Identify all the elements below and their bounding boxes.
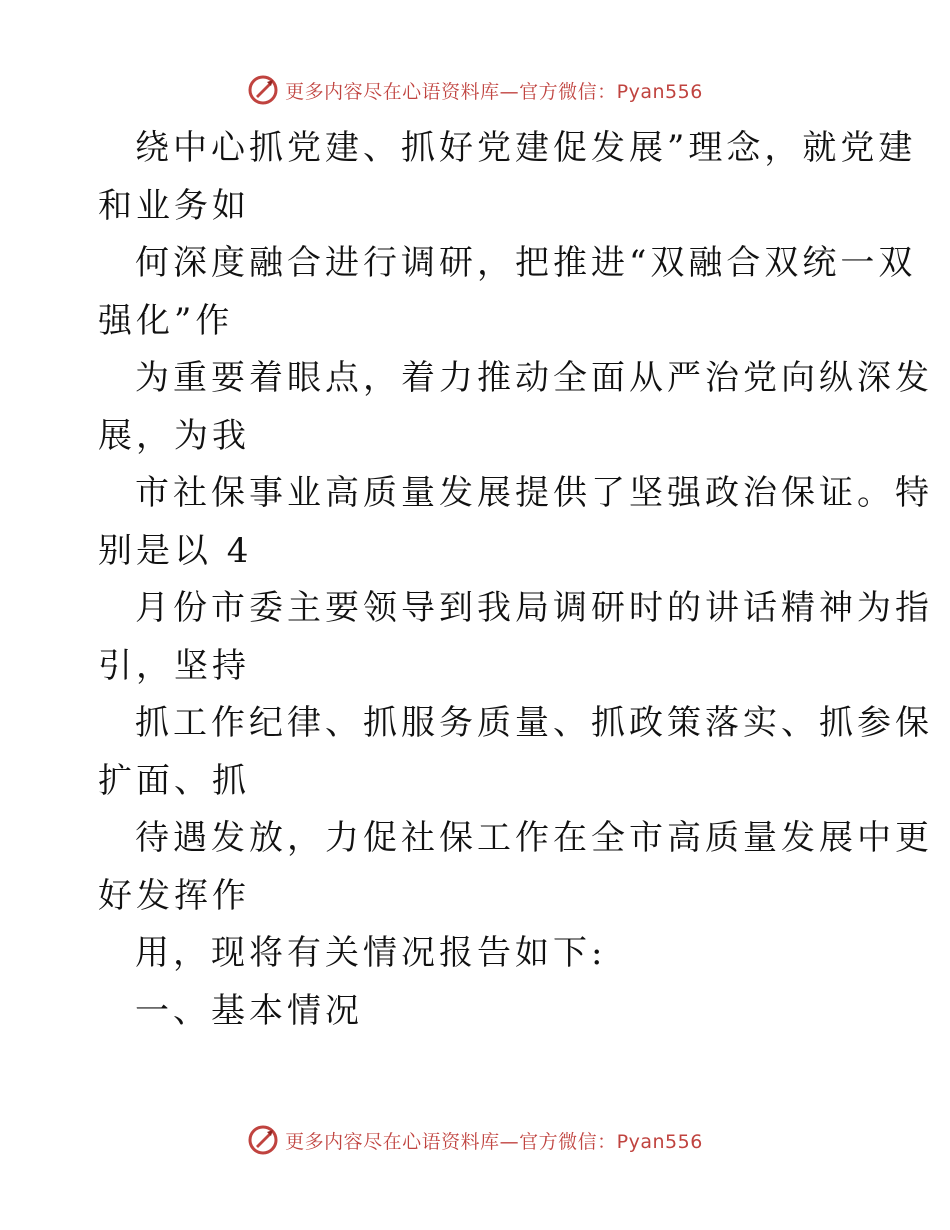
document-body <box>98 120 933 1040</box>
paragraph-line: 绕中心抓党建、抓好党建促发展”理念，就党建 <box>135 128 917 168</box>
paragraph <box>98 695 933 810</box>
paragraph-line: 用，现将有关情况报告如下: <box>135 933 607 973</box>
paragraph-line: 引，坚持 <box>98 645 250 686</box>
paragraph-line: 待遇发放，力促社保工作在全市高质量发展中更 <box>135 818 933 858</box>
paragraph-line: 别是以 4 <box>98 530 253 571</box>
header-watermark <box>0 70 950 110</box>
paragraph-line: 月份市委主要领导到我局调研时的讲话精神为指 <box>135 588 933 628</box>
paragraph-line: 为重要着眼点，着力推动全面从严治党向纵深发 <box>135 358 933 398</box>
paragraph-line: 展，为我 <box>98 415 250 456</box>
paragraph-line: 何深度融合进行调研，把推进“双融合双统一双 <box>135 243 917 283</box>
paragraph-line: 扩面、抓 <box>98 760 250 801</box>
watermark-text: 更多内容尽在心语资料库—官方微信：Pyan556 <box>285 80 703 103</box>
paragraph <box>98 350 933 465</box>
paragraph-line: 强化”作 <box>98 300 234 341</box>
watermark-text: 更多内容尽在心语资料库—官方微信：Pyan556 <box>285 1130 703 1153</box>
section-heading-text: 一、基本情况 <box>135 990 363 1031</box>
paragraph-line: 好发挥作 <box>98 875 250 916</box>
quill-logo-icon <box>247 1124 279 1156</box>
paragraph-line: 市社保事业高质量发展提供了坚强政治保证。特 <box>135 473 933 513</box>
paragraph <box>98 580 933 695</box>
paragraph-line: 抓工作纪律、抓服务质量、抓政策落实、抓参保 <box>135 703 933 743</box>
paragraph <box>98 120 917 235</box>
paragraph <box>98 925 858 983</box>
paragraph-line: 和业务如 <box>98 185 250 226</box>
footer-watermark <box>0 1120 950 1160</box>
paragraph <box>98 465 933 580</box>
quill-logo-icon <box>247 74 279 106</box>
section-heading <box>98 983 858 1041</box>
paragraph <box>98 810 933 925</box>
paragraph <box>98 235 917 350</box>
